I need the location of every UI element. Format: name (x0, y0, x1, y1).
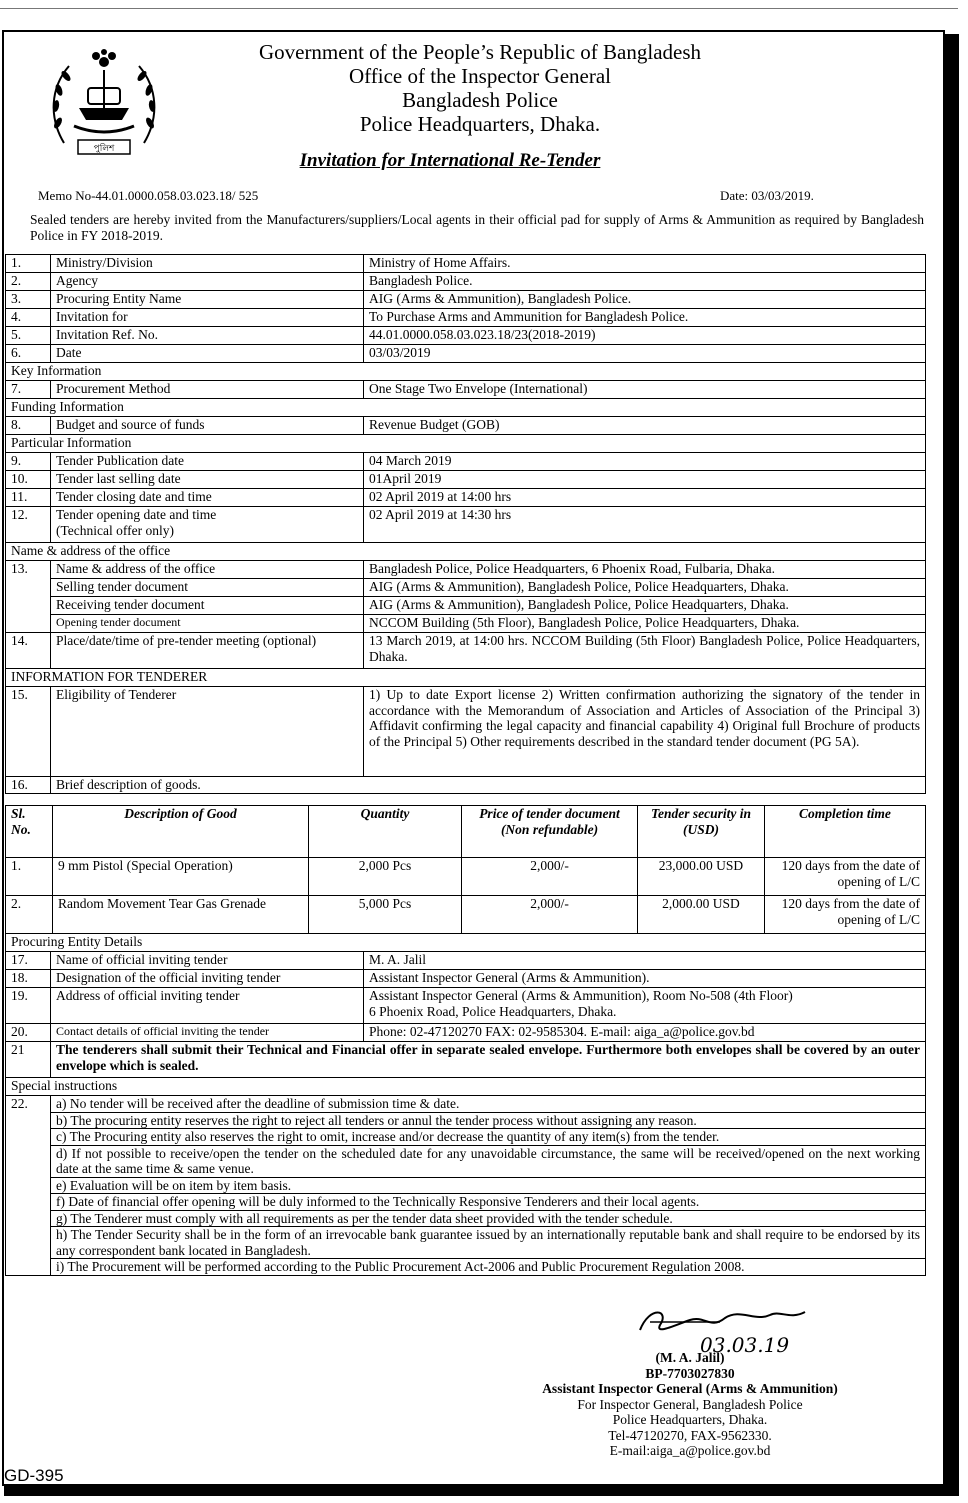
row12-label: Tender opening date and time (56, 507, 217, 522)
row-number: 19. (6, 988, 51, 1024)
row-value: The tenderers shall submit their Technical and Financial offer in separate sealed envelope. Furthermore both envelopes shall be covered by an outer envelope which is sealed. (51, 1042, 926, 1078)
signatory-designation: Assistant Inspector General (Arms & Ammunition) (542, 1381, 838, 1396)
memo-number: Memo No-44.01.0000.058.03.023.18/ 525 (38, 188, 259, 203)
special-instruction: b) The procuring entity reserves the right to reject all tenders or annul the tender process without assigning any reason. (51, 1113, 925, 1130)
page-shadow-right (945, 34, 959, 1494)
table-row (6, 988, 926, 1024)
row-value: To Purchase Arms and Ammunition for Bangladesh Police. (364, 309, 926, 327)
row-label: Procurement Method (51, 381, 364, 399)
row-label: Agency (51, 273, 364, 291)
row-value: 02 April 2019 at 14:30 hrs (364, 507, 926, 543)
table-row (6, 777, 926, 794)
row-value: Assistant Inspector General (Arms & Ammunition). (364, 970, 926, 988)
goods-sl: 2. (6, 896, 53, 934)
office-label: Selling tender document (51, 579, 363, 597)
table-row (6, 435, 926, 453)
signatory-bp: BP-7703027830 (645, 1365, 735, 1381)
row-value: Bangladesh Police. (364, 273, 926, 291)
special-instruction: f) Date of financial offer opening will be duly informed to the Technically Responsive Tenderers and their local agents. (51, 1194, 925, 1211)
row-value: 03/03/2019 (364, 345, 926, 363)
signatory-tel: Tel-47120270, FAX-9562330. (608, 1427, 772, 1443)
row-number: 3. (6, 291, 51, 309)
table-row (6, 1096, 926, 1276)
row-label: Date (51, 345, 364, 363)
row-label: Place/date/time of pre-tender meeting (optional) (51, 633, 364, 669)
row-value: 02 April 2019 at 14:00 hrs (364, 489, 926, 507)
svg-text:পুলিশ: পুলিশ (93, 144, 115, 154)
row-value: Phone: 02-47120270 FAX: 02-9585304. E-mail: aiga_a@police.gov.bd (364, 1024, 926, 1042)
letterhead-line-4: Police Headquarters, Dhaka. (359, 112, 601, 136)
table-row (6, 952, 926, 970)
goods-header-completion: Completion time (765, 806, 926, 858)
procuring-entity-table (5, 933, 926, 1276)
office-label: Opening tender document (56, 615, 181, 629)
intro-paragraph: Sealed tenders are hereby invited from the Manufacturers/suppliers/Local agents in their official pad for supply of Arms & Ammunition as required by Bangladesh Police in FY 2018-2019. (30, 212, 924, 243)
table-row (6, 687, 926, 777)
table-row (6, 858, 926, 896)
table-row (6, 381, 926, 399)
row-label: Invitation for (51, 309, 364, 327)
letterhead-line-1: Government of the People’s Republic of Bangladesh (258, 40, 702, 64)
row-number: 22. (6, 1096, 51, 1276)
row-number: 18. (6, 970, 51, 988)
signatory-email: E-mail:aiga_a@police.gov.bd (609, 1443, 771, 1458)
row-number: 14. (6, 633, 51, 669)
table-row (6, 970, 926, 988)
top-rule (0, 8, 958, 9)
special-instruction: i) The Procurement will be performed according to the Public Procurement Act-2006 and Public Procurement Regulation 2008. (56, 1259, 745, 1274)
section-heading: Special instructions (6, 1078, 926, 1096)
section-heading: INFORMATION FOR TENDERER (6, 669, 926, 687)
row-number: 10. (6, 471, 51, 489)
section-heading: Key Information (6, 363, 926, 381)
row-value: 01April 2019 (364, 471, 926, 489)
table-row (6, 934, 926, 952)
table-row (6, 1042, 926, 1078)
row-number: 4. (6, 309, 51, 327)
office-label: Name & address of the office (51, 561, 363, 579)
row-label: Designation of the official inviting tender (51, 970, 364, 988)
row-value: 04 March 2019 (364, 453, 926, 471)
letterhead (170, 40, 790, 136)
goods-price: 2,000/- (462, 858, 638, 896)
goods-header-security: Tender security in (USD) (638, 806, 765, 858)
goods-desc: 9 mm Pistol (Special Operation) (53, 858, 309, 896)
table-row (6, 633, 926, 669)
row-label: Tender Publication date (51, 453, 364, 471)
signatory-office: Police Headquarters, Dhaka. (612, 1412, 768, 1427)
office-label: Receiving tender document (51, 597, 363, 615)
office-value: AIG (Arms & Ammunition), Bangladesh Police, Police Headquarters, Dhaka. (364, 579, 925, 597)
table-row (6, 543, 926, 561)
letterhead-line-2: Office of the Inspector General (349, 64, 611, 88)
row-label: Procuring Entity Name (51, 291, 364, 309)
table-row (6, 309, 926, 327)
table-row (6, 399, 926, 417)
row-value: 1) Up to date Export license 2) Written confirmation authorizing the signatory of the tender in accordance with the Memorandum of Association and Articles of Association of the Principal 3) Affidavit confirming the legal capacity and financial capability 4) Original full Brochure of products of the Principal 5) Other requirements described in the standard tender document (PG 5A). (364, 687, 926, 777)
row-number: 20. (6, 1024, 51, 1042)
row12-label-2: (Technical offer only) (56, 522, 174, 538)
goods-header-sl: Sl. No. (6, 806, 53, 858)
office-value: NCCOM Building (5th Floor), Bangladesh Police, Police Headquarters, Dhaka. (369, 615, 800, 630)
row-label: Tender closing date and time (51, 489, 364, 507)
section-heading: Particular Information (6, 435, 926, 453)
special-instruction: d) If not possible to receive/open the tender on the scheduled date for any unavoidable circumstance, the same will be received/opened on the next working date at the same time & same venue. (51, 1146, 925, 1178)
table-row (6, 507, 926, 543)
table-row (6, 896, 926, 934)
goods-qty: 5,000 Pcs (309, 896, 462, 934)
table-row (6, 489, 926, 507)
section-heading: Funding Information (6, 399, 926, 417)
row-number: 15. (6, 687, 51, 777)
table-row (6, 291, 926, 309)
row-number: 21 (6, 1042, 51, 1078)
row-label: Invitation Ref. No. (51, 327, 364, 345)
table-row (6, 471, 926, 489)
row-label: Contact details of official inviting the tender (51, 1024, 364, 1042)
row-label: Address of official inviting tender (51, 988, 364, 1024)
signatory-name: (M. A. Jalil) (655, 1350, 725, 1365)
goods-table (5, 805, 926, 934)
row-value (51, 1096, 926, 1276)
table-row (6, 561, 926, 633)
row-value: 13 March 2019, at 14:00 hrs. NCCOM Building (5th Floor) Bangladesh Police, Police Headquarters, Dhaka. (364, 633, 926, 669)
row-value (364, 988, 926, 1024)
special-instruction: c) The Procuring entity also reserves the right to omit, increase and/or decrease the quantity of any item(s) from the tender. (51, 1129, 925, 1146)
row-value (364, 561, 926, 633)
row-number: 17. (6, 952, 51, 970)
row-label: Ministry/Division (51, 255, 364, 273)
row-value: 44.01.0000.058.03.023.18/23(2018-2019) (364, 327, 926, 345)
table-row (6, 1024, 926, 1042)
row-number: 11. (6, 489, 51, 507)
table-row (6, 417, 926, 435)
goods-qty: 2,000 Pcs (309, 858, 462, 896)
special-instruction: e) Evaluation will be on item by item basis. (51, 1178, 925, 1195)
tender-data-table (5, 254, 926, 794)
handwritten-date: 03.03.19 (700, 1333, 790, 1357)
page-shadow-bottom (4, 1486, 959, 1496)
section-heading: Procuring Entity Details (6, 934, 926, 952)
row-value: AIG (Arms & Ammunition), Bangladesh Police. (364, 291, 926, 309)
table-row (6, 255, 926, 273)
table-row (6, 453, 926, 471)
row-label: Name of official inviting tender (51, 952, 364, 970)
row-number: 2. (6, 273, 51, 291)
row-number: 7. (6, 381, 51, 399)
signature-block (490, 1350, 890, 1459)
row-label: Eligibility of Tenderer (51, 687, 364, 777)
goods-security: 23,000.00 USD (638, 858, 765, 896)
goods-security: 2,000.00 USD (638, 896, 765, 934)
table-row (6, 273, 926, 291)
row-label: Brief description of goods. (51, 777, 926, 794)
row-label (51, 507, 364, 543)
row-value: Ministry of Home Affairs. (364, 255, 926, 273)
row-number: 12. (6, 507, 51, 543)
letterhead-line-3: Bangladesh Police (402, 88, 558, 112)
row-number: 16. (6, 777, 51, 794)
special-instruction: a) No tender will be received after the deadline of submission time & date. (51, 1096, 925, 1113)
tender-title: Invitation for International Re-Tender (299, 150, 601, 171)
row19-value-1: Assistant Inspector General (Arms & Ammunition), Room No-508 (4th Floor) (369, 988, 793, 1003)
table-row (6, 363, 926, 381)
row-number: 8. (6, 417, 51, 435)
table-row (6, 1078, 926, 1096)
row-value: M. A. Jalil (364, 952, 926, 970)
section-heading: Name & address of the office (6, 543, 926, 561)
special-instruction: g) The Tenderer must comply with all requirements as per the tender data sheet provided with the tender schedule. (51, 1211, 925, 1228)
row-label: Budget and source of funds (51, 417, 364, 435)
row-number: 5. (6, 327, 51, 345)
goods-price: 2,000/- (462, 896, 638, 934)
table-row (6, 669, 926, 687)
goods-header-desc: Description of Good (53, 806, 309, 858)
footer-code: GD-395 (4, 1466, 64, 1485)
bangladesh-police-emblem-icon (44, 48, 164, 160)
table-row (6, 345, 926, 363)
special-instruction: h) The Tender Security shall be in the form of an irrevocable bank guarantee issued by an internationally reputable bank and shall require to be endorsed by its any correspondent bank located in Bangladesh. (51, 1227, 925, 1259)
row-number: 6. (6, 345, 51, 363)
goods-completion: 120 days from the date of opening of L/C (765, 896, 926, 934)
signatory-for: For Inspector General, Bangladesh Police (577, 1396, 803, 1412)
goods-desc: Random Movement Tear Gas Grenade (53, 896, 309, 934)
goods-sl: 1. (6, 858, 53, 896)
goods-header-price: Price of tender document (Non refundable) (462, 806, 638, 858)
office-value: AIG (Arms & Ammunition), Bangladesh Police, Police Headquarters, Dhaka. (364, 597, 925, 615)
office-value: Bangladesh Police, Police Headquarters, 6 Phoenix Road, Fulbaria, Dhaka. (364, 561, 925, 579)
row19-value-2: 6 Phoenix Road, Police Headquarters, Dhaka. (369, 1003, 617, 1019)
table-row (6, 327, 926, 345)
row-value: Revenue Budget (GOB) (364, 417, 926, 435)
row-number: 9. (6, 453, 51, 471)
goods-completion: 120 days from the date of opening of L/C (765, 858, 926, 896)
row-label: Tender last selling date (51, 471, 364, 489)
row-value: One Stage Two Envelope (International) (364, 381, 926, 399)
goods-header-qty: Quantity (309, 806, 462, 858)
row-number: 1. (6, 255, 51, 273)
memo-date: Date: 03/03/2019. (720, 188, 814, 203)
row-number: 13. (6, 561, 51, 633)
row-label (51, 561, 364, 633)
